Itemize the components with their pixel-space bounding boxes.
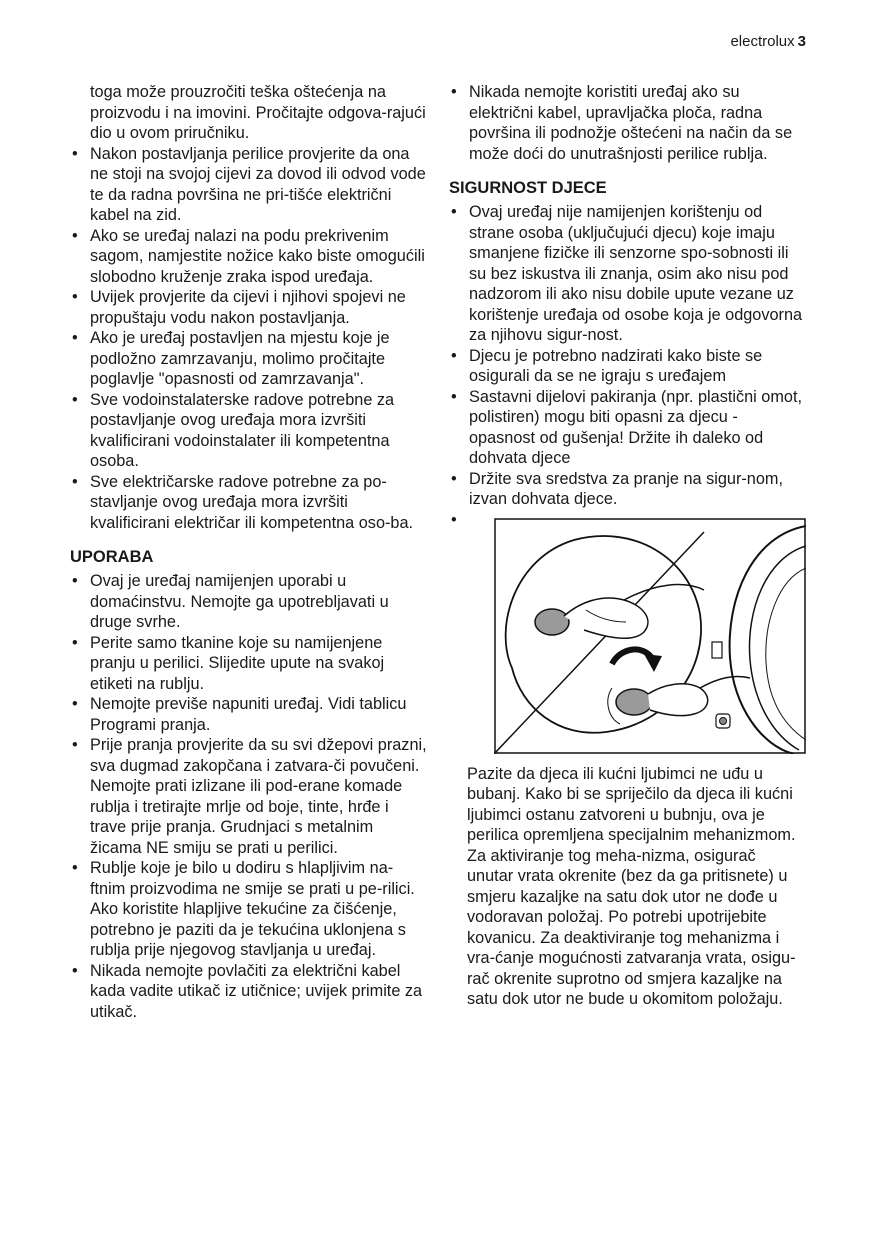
list-item: • Ako se uređaj nalazi na podu prekrivenim sagom, namjestite nožice kako biste omogućili slobodno kruženje zraka ispod uređaja. xyxy=(70,226,428,288)
list-item: • Prije pranja provjerite da su svi džepovi prazni, sva dugmad zakopčana i zatvara-či povučeni. Nemojte prati izlizane ili pod-erane komade rublja i tretirajte mrlje od boje, tinte, hrđe i trave prije pranja. Grudnjaci s metalnim žicama NE smiju se prati u perilici. xyxy=(70,735,428,858)
page-number: 3 xyxy=(797,33,806,50)
list-item: • Ako je uređaj postavljen na mjestu koje je podložno zamrzavanju, molimo pročitajte poglavlje "opasnosti od zamrzavanja". xyxy=(70,328,428,390)
list-item: • Nemojte previše napuniti uređaj. Vidi tablicu Programi pranja. xyxy=(70,694,428,735)
brand-name: electrolux xyxy=(730,33,795,50)
left-column xyxy=(70,82,428,1022)
intro-paragraph: toga može prouzročiti teška oštećenja na proizvodu i na imovini. Pročitajte odgova-rajući dio u ovom priručniku. xyxy=(90,83,426,142)
list-item: • Nikada nemojte povlačiti za električni kabel kada vadite utikač iz utičnice; uvijek primite za utikač. xyxy=(70,961,428,1023)
list-item: • Djecu je potrebno nadzirati kako biste se osigurali da se ne igraju s uređajem xyxy=(449,346,805,387)
list-item: • Ovaj je uređaj namijenjen uporabi u domaćinstvu. Nemojte ga upotrebljavati u druge svrhe. xyxy=(70,571,428,633)
list-item: • Sve vodoinstalaterske radove potrebne za postavljanje ovog uređaja mora izvršiti kvalificirani vodoinstalater ili kompetentna osoba. xyxy=(70,390,428,472)
list-item: • Nikada nemojte koristiti uređaj ako su električni kabel, upravljačka ploča, radna površina ili podnožje oštećeni na način da se može doći do unutrašnjosti perilice rublja. xyxy=(449,82,805,164)
section-title-uporaba: UPORABA xyxy=(70,548,154,566)
child-lock-illustration xyxy=(494,518,806,754)
page-header xyxy=(730,33,806,50)
child-safety-list xyxy=(449,202,805,510)
safety-list xyxy=(449,82,805,164)
list-item: • Sastavni dijelovi pakiranja (npr. plastični omot, polistiren) mogu biti opasni za djecu - opasnost od gušenja! Držite ih daleko od dohvata djece xyxy=(449,387,805,469)
bullet-icon: • xyxy=(451,510,457,529)
uporaba-list xyxy=(70,571,428,1022)
list-item: • Držite sva sredstva za pranje na sigur-nom, izvan dohvata djece. xyxy=(449,469,805,510)
list-item: • Uvijek provjerite da cijevi i njihovi spojevi ne propuštaju vodu nakon postavljanja. xyxy=(70,287,428,328)
section-title-sigurnost-djece: SIGURNOST DJECE xyxy=(449,179,607,197)
installation-list xyxy=(70,144,428,534)
list-item: • Sve električarske radove potrebne za po-stavljanje ovog uređaja mora izvršiti kvalificirani električar ili kompetentna oso-ba. xyxy=(70,472,428,534)
list-item: • Nakon postavljanja perilice provjerite da ona ne stoji na svojoj cijevi za dovod ili odvod vode te da radna površina ne pri-tišće električni kabel na zid. xyxy=(70,144,428,226)
list-item: • Rublje koje je bilo u dodiru s hlapljivim na-ftnim proizvodima ne smije se prati u pe-rilici. Ako koristite hlapljive tekućine za čišćenje, potrebno je paziti da je tekućina uklonjena s rublja prije njegovog stavljanja u uređaj. xyxy=(70,858,428,961)
child-lock-description: Pazite da djeca ili kućni ljubimci ne uđu u bubanj. Kako bi se spriječilo da djeca ili kućni ljubimci ostanu zatvoreni u bubnju, ova je perilica opremljena specijalnim mehanizmom. Za aktiviranje tog meha-nizma, osigurač unutar vrata okrenite (bez da ga pritisnete) u smjeru kazaljke na satu dok utor ne dođe u vodoravan položaj. Po potrebi upotrijebite kovanicu. Za deaktiviranje tog mehanizma i vra-ćanje mogućnosti zatvaranja vrata, osigu-rač okrenite suprotno od smjera kazaljke na satu dok utor ne bude u okomitom položaju. xyxy=(467,764,796,1008)
illustration-row xyxy=(449,510,805,758)
right-column xyxy=(449,82,805,1010)
list-item: • Ovaj uređaj nije namijenjen korištenju od strane osoba (uključujući djecu) koje imaju smanjene fizičke ili senzorne spo-sobnosti ili su bez iskustva ili znanja, osim ako nisu pod nadzorom ili ako nisu dobile upute vezane uz korištenje uređaja od osobe koja je odgovorna za njihovu sigur-nost. xyxy=(449,202,805,346)
list-item: • Perite samo tkanine koje su namijenjene pranju u perilici. Slijedite upute na svakoj etiketi na rublju. xyxy=(70,633,428,695)
